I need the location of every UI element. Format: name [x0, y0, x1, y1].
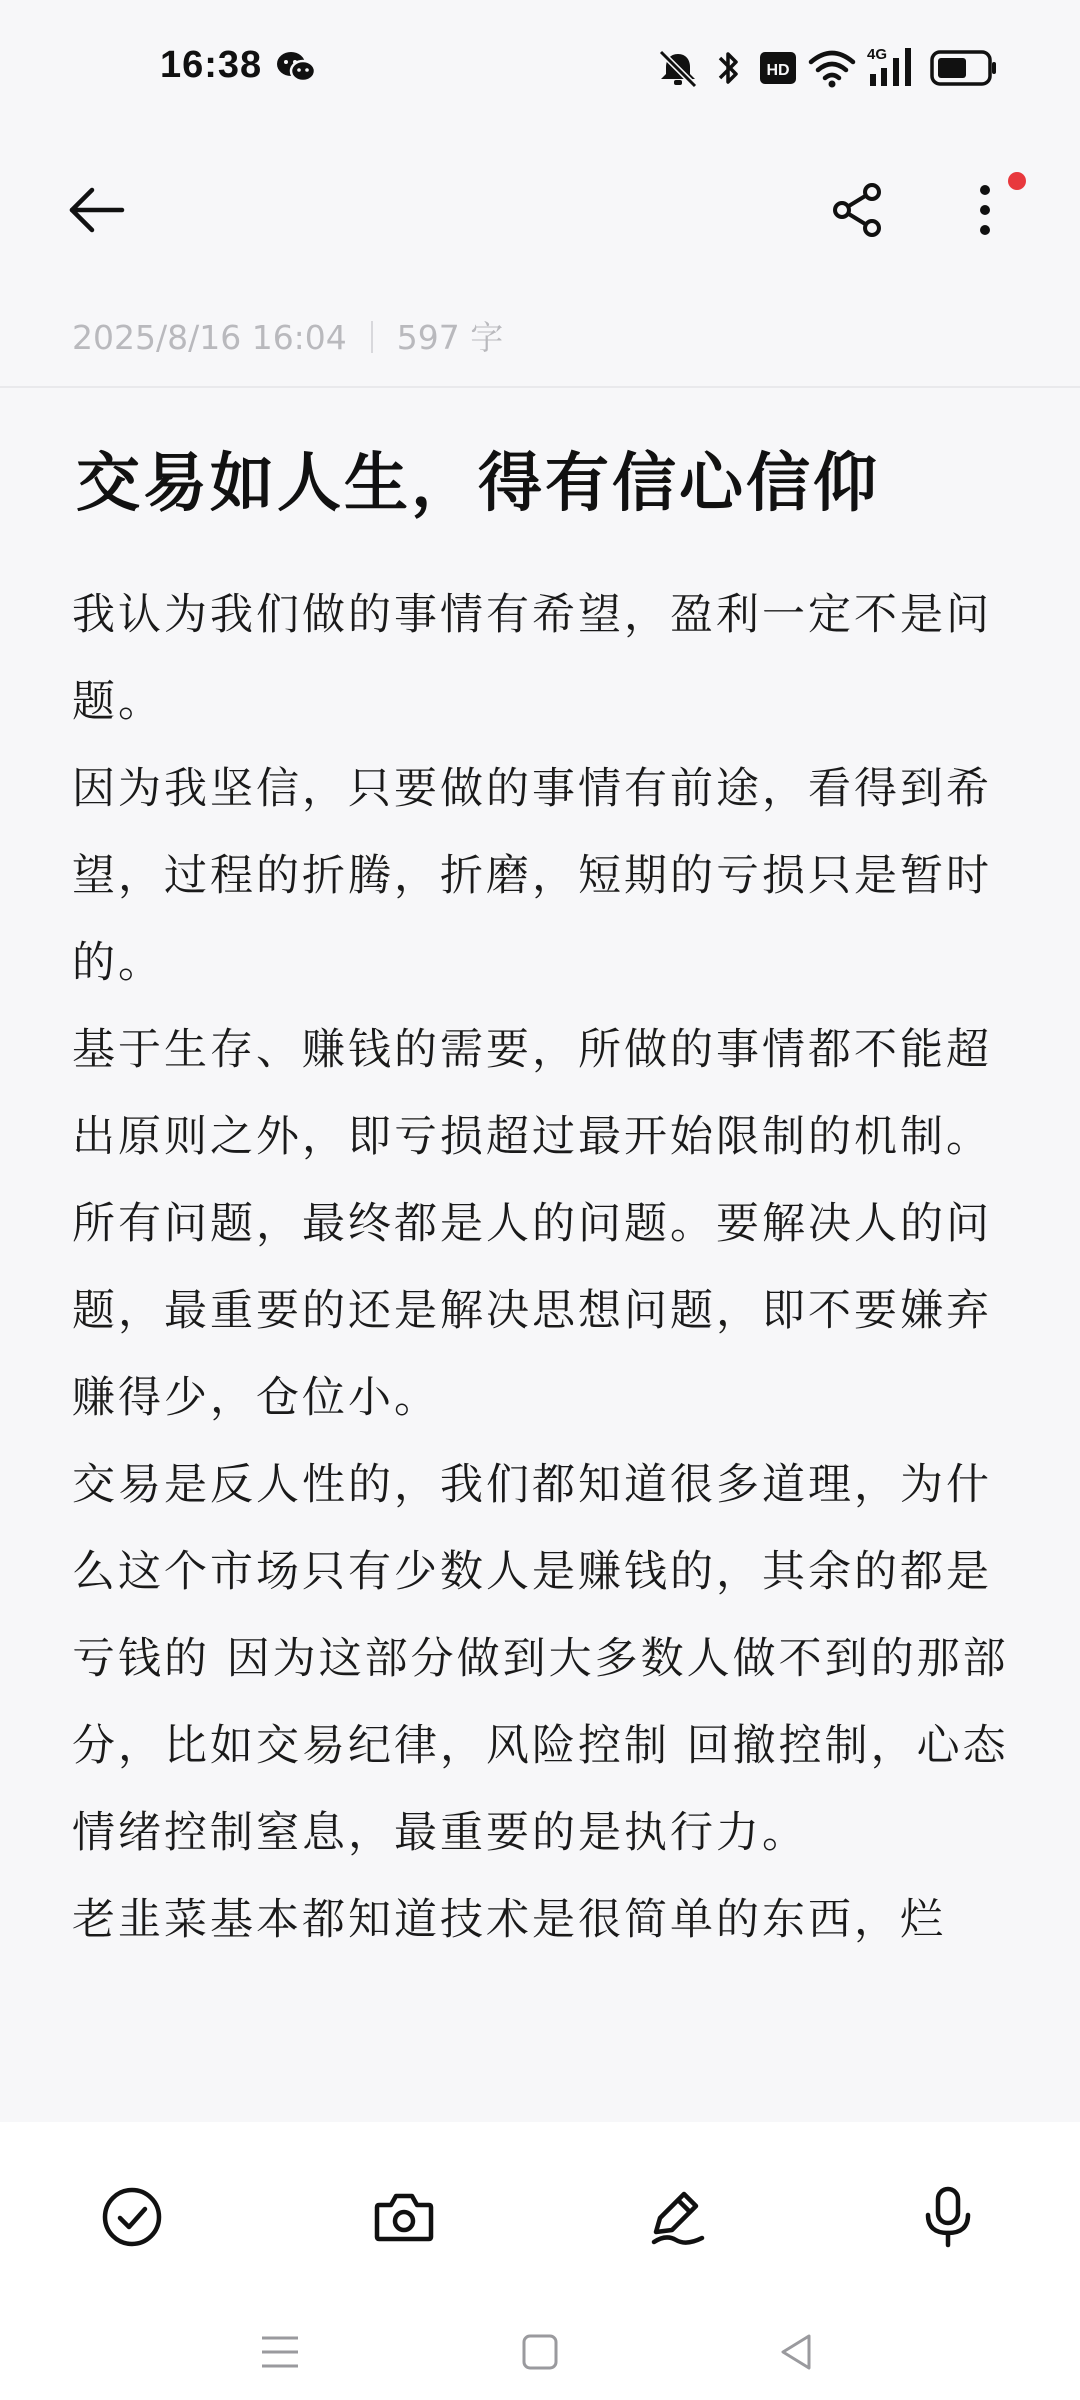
- meta-separator: [371, 321, 373, 353]
- note-body[interactable]: [72, 572, 1012, 2122]
- bluetooth-icon: [716, 48, 740, 92]
- status-bar: [0, 0, 1080, 130]
- microphone-icon: [920, 2185, 976, 2249]
- notification-dot: [1008, 172, 1026, 190]
- battery-icon: [930, 50, 998, 90]
- menu-icon: [260, 2334, 300, 2370]
- handwriting-button[interactable]: [622, 2162, 732, 2272]
- network-label: 4G: [867, 46, 888, 63]
- word-count: 597 字: [396, 318, 504, 357]
- note-paragraph: 老韭菜基本都知道技术是很简单的东西，烂: [72, 1895, 946, 1945]
- note-paragraph: 基于生存、赚钱的需要，所做的事情都不能超出原则之外，即亏损超过最开始限制的机制。: [72, 1025, 992, 1162]
- wechat-icon: [276, 50, 316, 88]
- arrow-left-icon: [66, 186, 126, 234]
- note-paragraph: 所有问题，最终都是人的问题。要解决人的问题，最重要的还是解决思想问题，即不要嫌弃赚得少，仓位小。: [72, 1199, 992, 1423]
- header-divider: [0, 386, 1080, 388]
- hd-label: HD: [766, 62, 790, 79]
- nav-menu-button[interactable]: [230, 2302, 330, 2400]
- wifi-icon: [808, 48, 856, 92]
- note-date: 2025/8/16 16:04: [72, 318, 347, 357]
- share-button[interactable]: [808, 160, 908, 260]
- note-meta: [72, 312, 503, 359]
- note-paragraph: 交易是反人性的，我们都知道很多道理，为什么这个市场只有少数人是赚钱的，其余的都是亏钱的 因为这部分做到大多数人做不到的那部分，比如交易纪律，风险控制 回撤控制，心态情绪控制窒息，最重要的是执行力。: [72, 1460, 1009, 1858]
- share-icon: [830, 182, 886, 238]
- back-button[interactable]: [46, 160, 146, 260]
- camera-icon: [373, 2189, 435, 2245]
- app-bar: [0, 150, 1080, 280]
- more-vertical-icon: [975, 182, 995, 238]
- checklist-button[interactable]: [77, 2162, 187, 2272]
- mute-icon: [655, 48, 701, 92]
- nav-home-button[interactable]: [490, 2302, 590, 2400]
- note-title[interactable]: 交易如人生，得有信心信仰: [76, 446, 880, 521]
- back-triangle-icon: [777, 2332, 815, 2372]
- camera-button[interactable]: [349, 2162, 459, 2272]
- voice-button[interactable]: [893, 2162, 1003, 2272]
- pen-icon: [646, 2186, 708, 2248]
- signal-4g-icon: [866, 44, 916, 92]
- hd-icon: [760, 52, 796, 88]
- checklist-icon: [101, 2186, 163, 2248]
- note-paragraph: 我认为我们做的事情有希望，盈利一定不是问题。: [72, 590, 992, 727]
- bottom-toolbar: [0, 2122, 1080, 2400]
- status-time: 16:38: [160, 44, 263, 86]
- nav-back-button[interactable]: [746, 2302, 846, 2400]
- home-square-icon: [521, 2333, 559, 2371]
- note-paragraph: 因为我坚信，只要做的事情有前途，看得到希望，过程的折腾，折磨，短期的亏损只是暂时的。: [72, 764, 992, 988]
